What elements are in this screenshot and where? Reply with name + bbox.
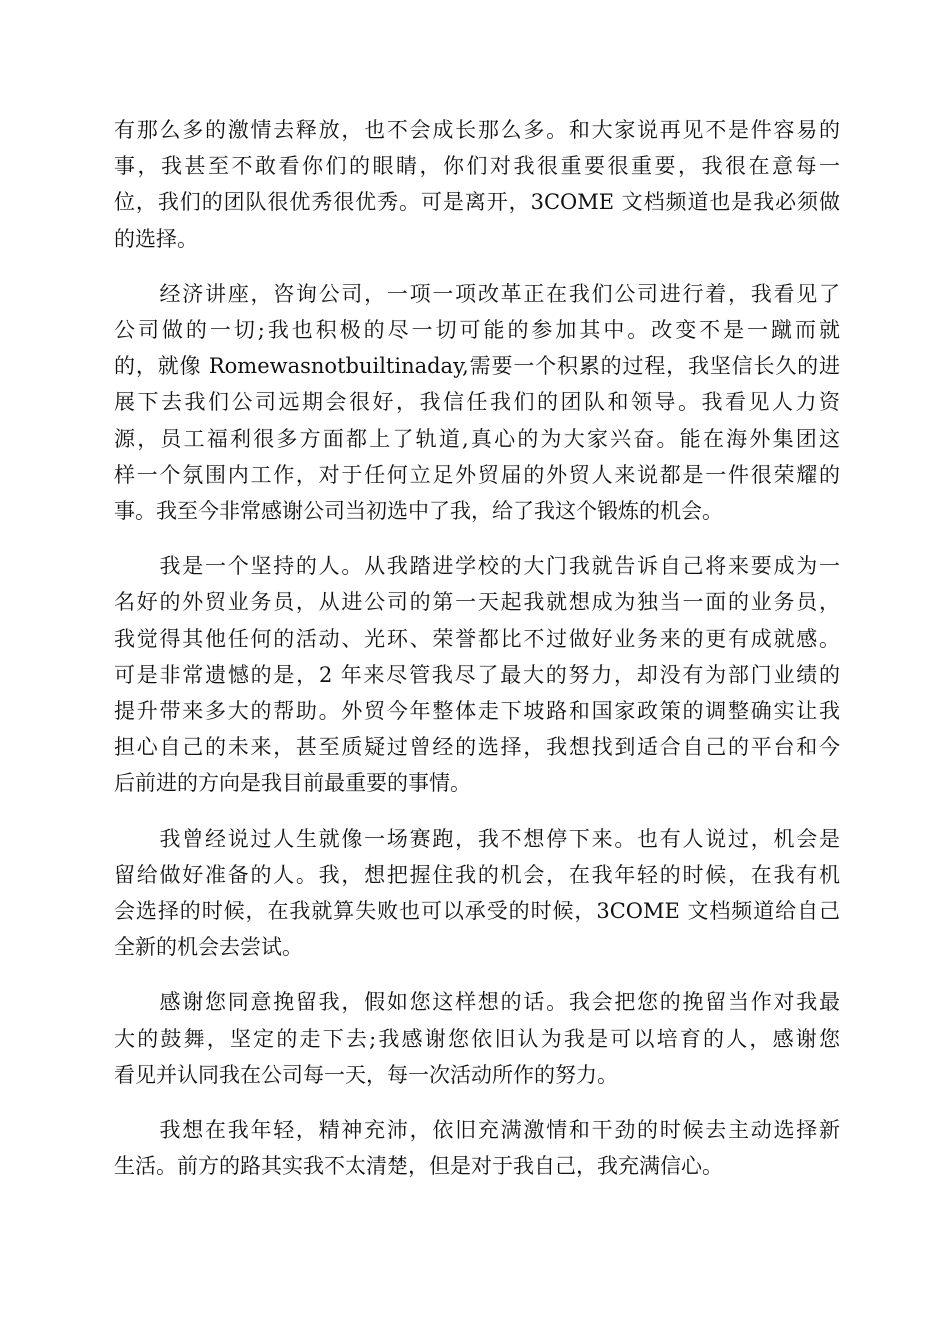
text-line: 经济讲座，咨询公司，一项一项改革正在我们公司进行着，我看见了 [114,281,840,306]
paragraph-6 [114,1112,840,1184]
text-line: 后前进的方向是我目前最重要的事情。 [114,771,471,796]
text-line: 我想在我年轻，精神充沛，依旧充满激情和干劲的时候去主动选择新 [114,1118,840,1143]
text-line: 我是一个坚持的人。从我踏进学校的大门我就告诉自己将来要成为一 [114,554,840,579]
text-line: 可是非常遗憾的是，2 年来尽管我尽了最大的努力，却没有为部门业绩的 [114,662,840,687]
text-line: 担心自己的未来，甚至质疑过曾经的选择，我想找到适合自己的平台和今 [114,735,840,760]
text-line: 我觉得其他任何的活动、光环、荣誉都比不过做好业务来的更有成就感。 [114,626,840,651]
paragraph-3 [114,548,840,801]
paragraph-1 [114,112,840,257]
text-line: 展下去我们公司远期会很好，我信任我们的团队和领导。我看见人力资 [114,390,840,415]
text-line: 生活。前方的路其实我不太清楚，但是对于我自己，我充满信心。 [114,1154,723,1179]
paragraph-2 [114,276,840,529]
text-line: 事，我甚至不敢看你们的眼睛，你们对我很重要很重要，我很在意每一 [114,154,840,179]
text-line: 我曾经说过人生就像一场赛跑，我不想停下来。也有人说过，机会是 [114,826,840,851]
text-line: 大的鼓舞，坚定的走下去;我感谢您依旧认为我是可以培育的人，感谢您 [114,1026,840,1051]
text-line: 的选择。 [114,226,198,251]
text-line: 公司做的一切;我也积极的尽一切可能的参加其中。改变不是一蹴而就 [114,318,840,343]
text-line: 留给做好准备的人。我，想把握住我的机会，在我年轻的时候，在我有机 [114,862,840,887]
text-line: 会选择的时候，在我就算失败也可以承受的时候，3COME 文档频道给自己 [114,899,840,924]
text-line: 事。我至今非常感谢公司当初选中了我，给了我这个锻炼的机会。 [114,499,723,524]
text-line: 全新的机会去尝试。 [114,935,303,960]
text-line: 样一个氛围内工作，对于任何立足外贸届的外贸人来说都是一件很荣耀的 [114,462,840,487]
text-line: 提升带来多大的帮助。外贸今年整体走下坡路和国家政策的调整确实让我 [114,699,840,724]
text-line: 源，员工福利很多方面都上了轨道,真心的为大家兴奋。能在海外集团这 [114,426,840,451]
paragraph-5 [114,984,840,1093]
text-line: 有那么多的激情去释放，也不会成长那么多。和大家说再见不是件容易的 [114,118,840,142]
text-line: 感谢您同意挽留我，假如您这样想的话。我会把您的挽留当作对我最 [114,990,840,1015]
text-line: 看见并认同我在公司每一天，每一次活动所作的努力。 [114,1062,618,1087]
text-line: 的，就像 Romewasnotbuiltinaday,需要一个积累的过程，我坚信长久的进 [114,354,840,379]
document-body [114,112,840,1203]
text-line: 名好的外贸业务员，从进公司的第一天起我就想成为独当一面的业务员， [114,590,840,615]
text-line: 位，我们的团队很优秀很优秀。可是离开，3COME 文档频道也是我必须做 [114,190,840,215]
paragraph-4 [114,821,840,966]
